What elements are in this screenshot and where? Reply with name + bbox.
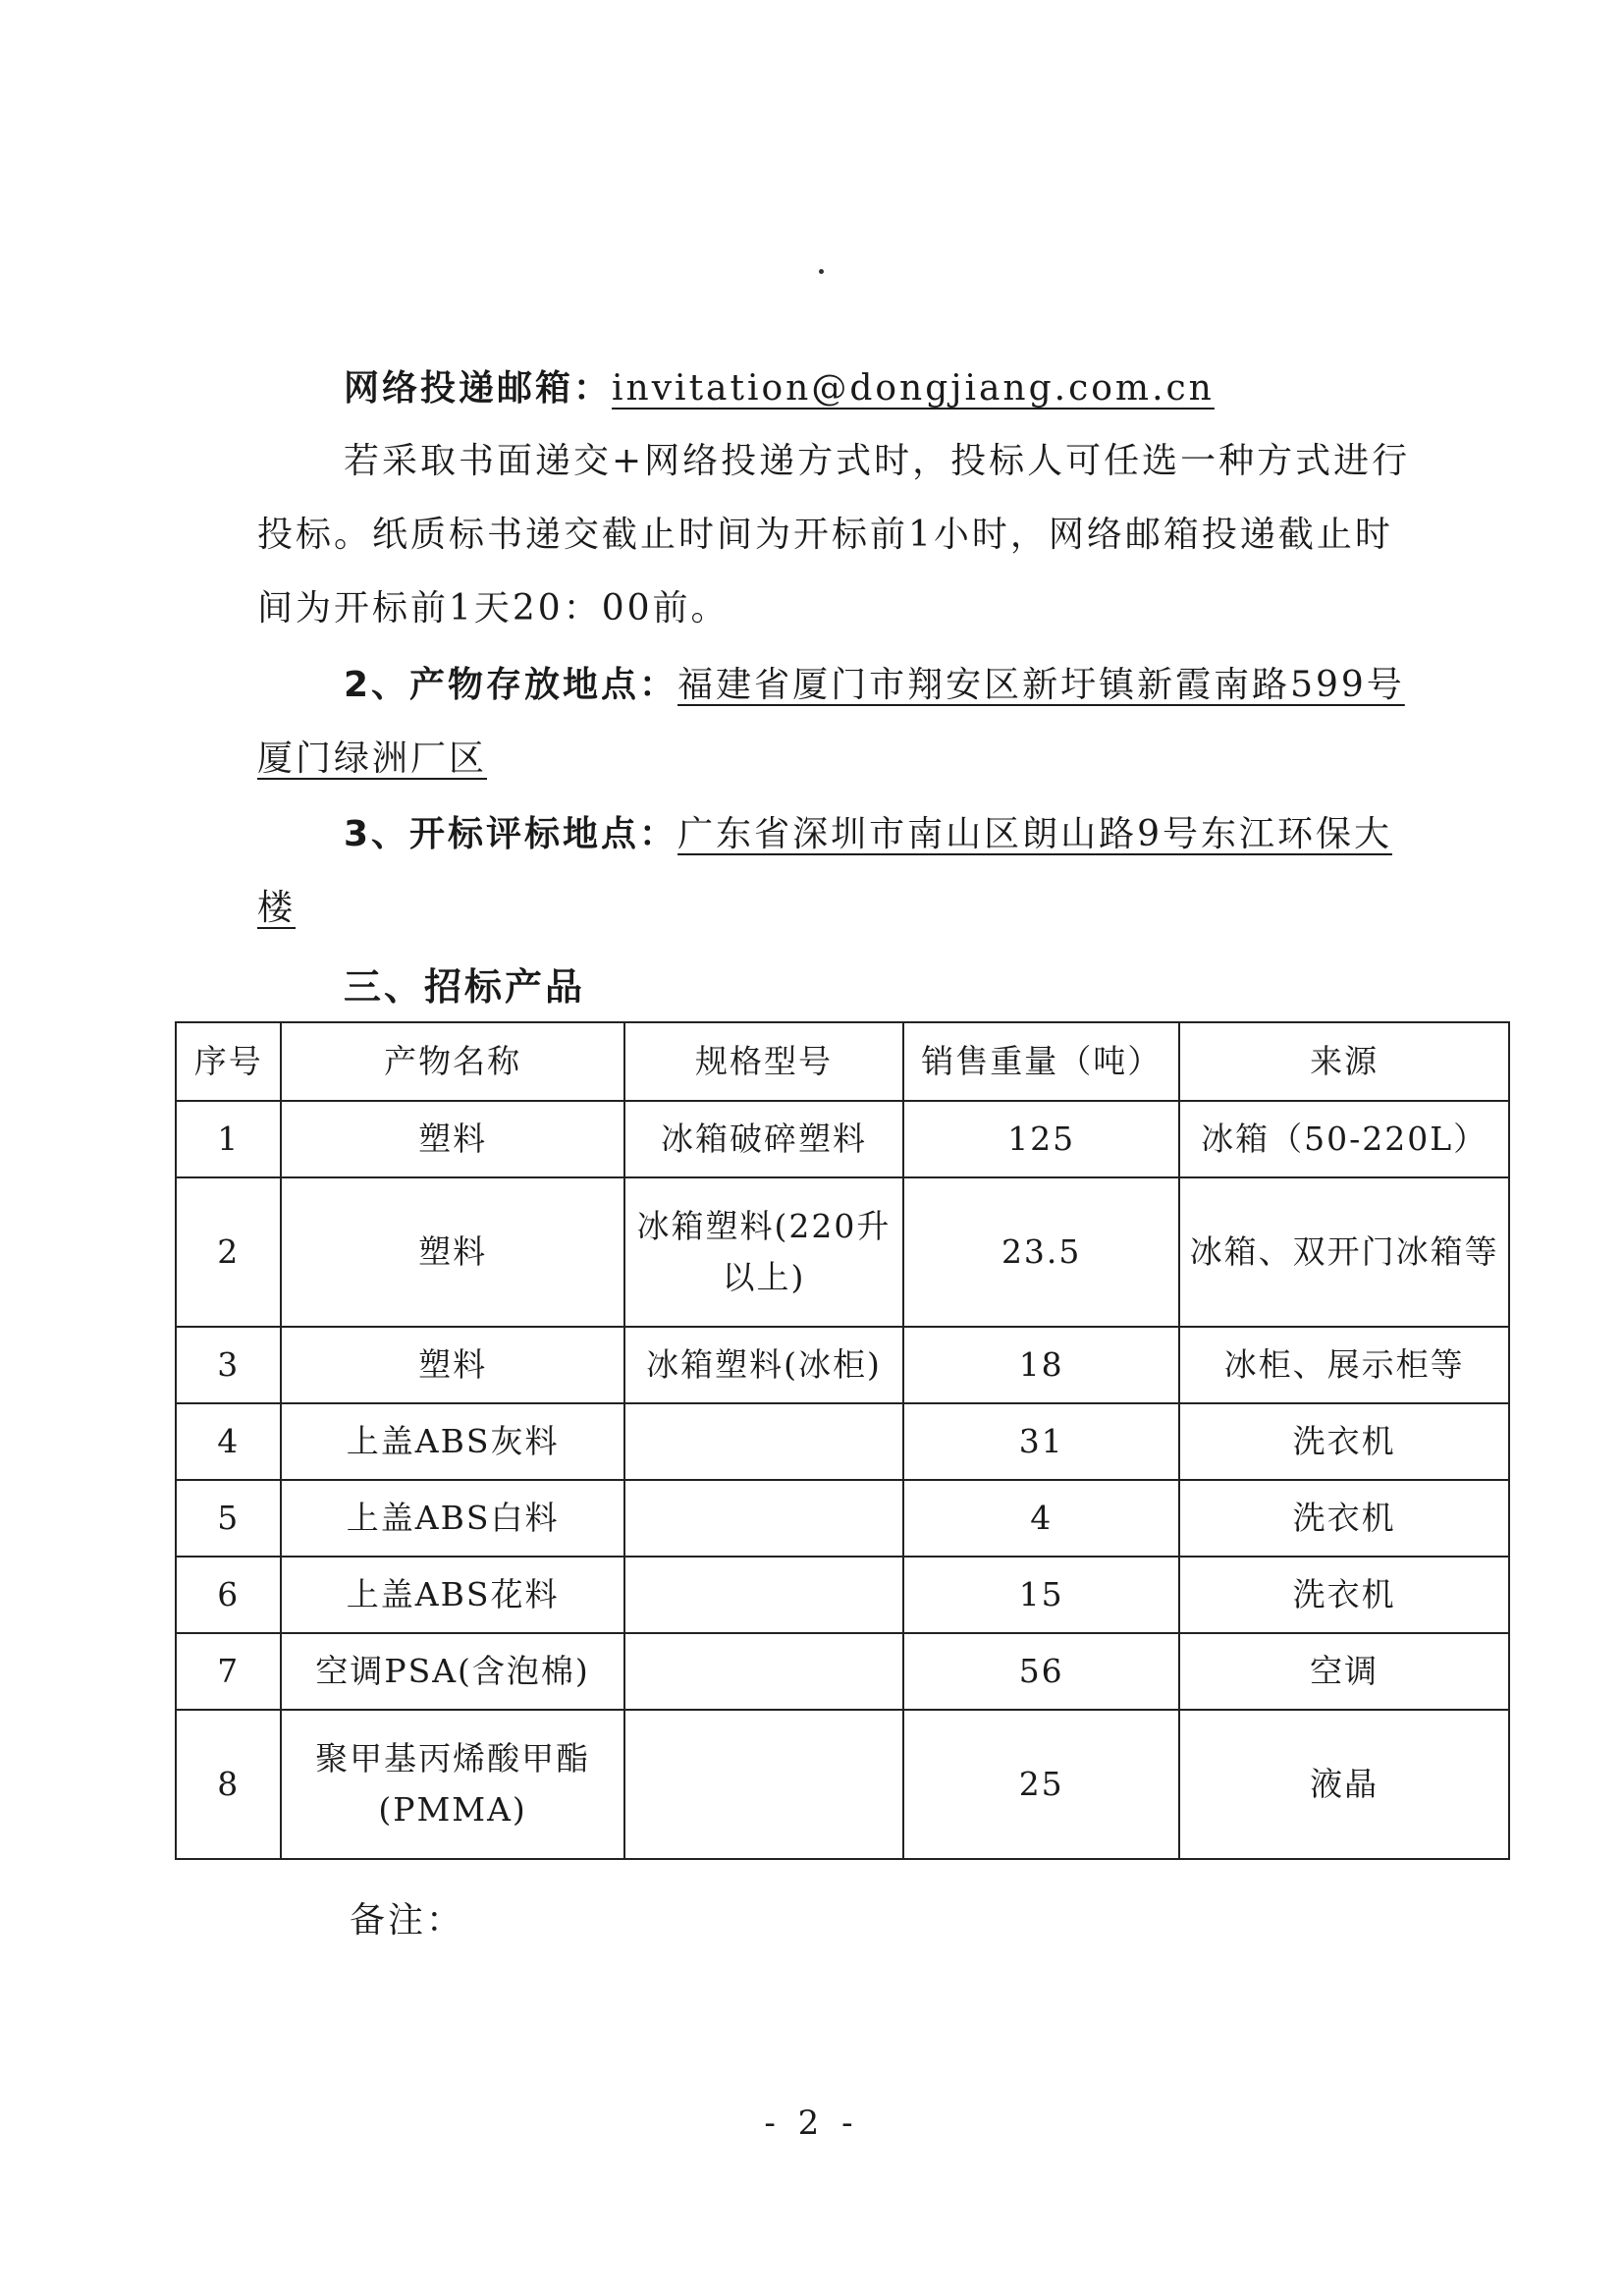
cell-spec bbox=[624, 1633, 903, 1710]
table-header-row bbox=[176, 1022, 1509, 1101]
table-row bbox=[176, 1327, 1509, 1403]
cell-source: 洗衣机 bbox=[1179, 1480, 1509, 1557]
cell-spec bbox=[624, 1480, 903, 1557]
cell-weight: 4 bbox=[903, 1480, 1179, 1557]
cell-source: 冰箱、双开门冰箱等 bbox=[1179, 1177, 1509, 1327]
cell-name: 塑料 bbox=[281, 1177, 623, 1327]
cell-weight: 31 bbox=[903, 1403, 1179, 1480]
table-row bbox=[176, 1101, 1509, 1177]
cell-name: 上盖ABS白料 bbox=[281, 1480, 623, 1557]
cell-source: 冰箱（50-220L） bbox=[1179, 1101, 1509, 1177]
cell-no: 1 bbox=[176, 1101, 281, 1177]
cell-weight: 25 bbox=[903, 1710, 1179, 1859]
cell-no: 2 bbox=[176, 1177, 281, 1327]
cell-spec bbox=[624, 1557, 903, 1633]
table-row bbox=[176, 1557, 1509, 1633]
cell-no: 7 bbox=[176, 1633, 281, 1710]
products-table bbox=[175, 1021, 1510, 1860]
cell-no: 8 bbox=[176, 1710, 281, 1859]
cell-source: 洗衣机 bbox=[1179, 1403, 1509, 1480]
cell-spec: 冰箱破碎塑料 bbox=[624, 1101, 903, 1177]
email-line bbox=[344, 352, 1424, 425]
cell-name: 聚甲基丙烯酸甲酯(PMMA) bbox=[281, 1710, 623, 1859]
table-row bbox=[176, 1633, 1509, 1710]
cell-weight: 15 bbox=[903, 1557, 1179, 1633]
header-name: 产物名称 bbox=[281, 1022, 623, 1101]
section-title: 三、招标产品 bbox=[344, 965, 586, 1009]
submission-method-paragraph: 若采取书面递交+网络投递方式时，投标人可任选一种方式进行投标。纸质标书递交截止时间为开标前1小时，网络邮箱投递截止时间为开标前1天20：00前。 bbox=[257, 441, 1411, 629]
cell-weight: 23.5 bbox=[903, 1177, 1179, 1327]
header-no: 序号 bbox=[176, 1022, 281, 1101]
venue-label: 3、开标评标地点： bbox=[344, 814, 678, 854]
cell-spec: 冰箱塑料(220升以上) bbox=[624, 1177, 903, 1327]
cell-no: 6 bbox=[176, 1557, 281, 1633]
cell-spec: 冰箱塑料(冰柜) bbox=[624, 1327, 903, 1403]
cell-weight: 18 bbox=[903, 1327, 1179, 1403]
venue-paragraph bbox=[257, 797, 1426, 945]
cell-source: 液晶 bbox=[1179, 1710, 1509, 1859]
cell-no: 4 bbox=[176, 1403, 281, 1480]
cell-name: 空调PSA(含泡棉) bbox=[281, 1633, 623, 1710]
table-row bbox=[176, 1710, 1509, 1859]
header-spec: 规格型号 bbox=[624, 1022, 903, 1101]
email-label: 网络投递邮箱： bbox=[344, 368, 613, 409]
cell-weight: 56 bbox=[903, 1633, 1179, 1710]
cell-source: 洗衣机 bbox=[1179, 1557, 1509, 1633]
cell-weight: 125 bbox=[903, 1101, 1179, 1177]
header-source: 来源 bbox=[1179, 1022, 1509, 1101]
cell-spec bbox=[624, 1710, 903, 1859]
remark-label: 备注： bbox=[350, 1900, 465, 1941]
storage-value: 福建省厦门市翔安区新圩镇新霞南路599号厦门绿洲厂区 bbox=[257, 665, 1405, 779]
cell-name: 上盖ABS灰料 bbox=[281, 1403, 623, 1480]
table-row bbox=[176, 1177, 1509, 1327]
cell-spec bbox=[624, 1403, 903, 1480]
cell-name: 塑料 bbox=[281, 1327, 623, 1403]
scan-dot bbox=[819, 269, 824, 274]
cell-name: 塑料 bbox=[281, 1101, 623, 1177]
email-address[interactable]: invitation@dongjiang.com.cn bbox=[612, 368, 1215, 409]
table-row bbox=[176, 1480, 1509, 1557]
cell-name: 上盖ABS花料 bbox=[281, 1557, 623, 1633]
cell-source: 空调 bbox=[1179, 1633, 1509, 1710]
page-number: - 2 - bbox=[764, 2104, 859, 2143]
storage-location-paragraph bbox=[257, 648, 1426, 795]
table-row bbox=[176, 1403, 1509, 1480]
cell-no: 5 bbox=[176, 1480, 281, 1557]
header-weight: 销售重量（吨） bbox=[903, 1022, 1179, 1101]
venue-value: 广东省深圳市南山区朗山路9号东江环保大楼 bbox=[257, 814, 1392, 928]
storage-label: 2、产物存放地点： bbox=[344, 665, 678, 705]
cell-no: 3 bbox=[176, 1327, 281, 1403]
cell-source: 冰柜、展示柜等 bbox=[1179, 1327, 1509, 1403]
